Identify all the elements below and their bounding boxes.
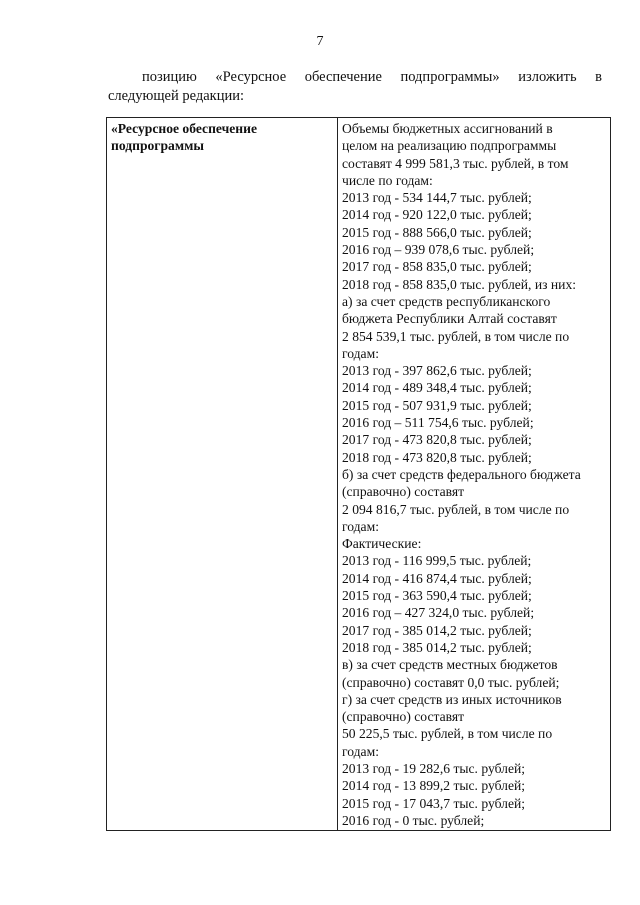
intro-line: следующей редакции: bbox=[108, 88, 245, 104]
content-line: 2016 год - 0 тыс. рублей; bbox=[342, 812, 485, 828]
content-line: 2017 год - 473 820,8 тыс. рублей; bbox=[342, 432, 532, 448]
table-content-cell bbox=[338, 118, 611, 831]
content-line: (справочно) составят bbox=[342, 709, 465, 725]
content-line: в) за счет средств местных бюджетов bbox=[342, 657, 558, 673]
heading-line: подпрограммы bbox=[111, 138, 204, 154]
content-line: 2016 год – 511 754,6 тыс. рублей; bbox=[342, 415, 534, 431]
content-line: 2014 год - 489 348,4 тыс. рублей; bbox=[342, 380, 532, 396]
content-line: целом на реализацию подпрограммы bbox=[342, 138, 557, 154]
content-line: 2018 год - 473 820,8 тыс. рублей; bbox=[342, 449, 532, 465]
content-line: 2015 год - 363 590,4 тыс. рублей; bbox=[342, 588, 532, 604]
content-line: г) за счет средств из иных источников bbox=[342, 691, 562, 707]
content-line: а) за счет средств республиканского bbox=[342, 293, 551, 309]
content-line: 2016 год – 427 324,0 тыс. рублей; bbox=[342, 605, 535, 621]
table-heading-cell bbox=[107, 118, 338, 831]
content-line: составят 4 999 581,3 тыс. рублей, в том bbox=[342, 155, 569, 171]
content-line: 2013 год - 116 999,5 тыс. рублей; bbox=[342, 553, 532, 569]
content-line: 2 094 816,7 тыс. рублей, в том числе по bbox=[342, 501, 570, 517]
content-line: 2014 год - 13 899,2 тыс. рублей; bbox=[342, 778, 526, 794]
content-line: 50 225,5 тыс. рублей, в том числе по bbox=[342, 726, 553, 742]
content-line: 2017 год - 385 014,2 тыс. рублей; bbox=[342, 622, 532, 638]
content-line: 2013 год - 19 282,6 тыс. рублей; bbox=[342, 760, 526, 776]
content-line: годам: bbox=[342, 743, 379, 759]
content-line: 2017 год - 858 835,0 тыс. рублей; bbox=[342, 259, 532, 275]
content-line: 2015 год - 507 931,9 тыс. рублей; bbox=[342, 397, 532, 413]
content-line: 2014 год - 920 122,0 тыс. рублей; bbox=[342, 207, 532, 223]
content-line: числе по годам: bbox=[342, 172, 433, 188]
heading-line: «Ресурсное обеспечение bbox=[111, 121, 257, 136]
content-line: 2015 год - 17 043,7 тыс. рублей; bbox=[342, 795, 526, 811]
content-line: 2016 год – 939 078,6 тыс. рублей; bbox=[342, 242, 535, 258]
content-line: 2015 год - 888 566,0 тыс. рублей; bbox=[342, 224, 532, 240]
resource-table bbox=[106, 117, 611, 831]
content-line: 2013 год - 397 862,6 тыс. рублей; bbox=[342, 363, 532, 379]
content-line: годам: bbox=[342, 345, 379, 361]
table-row bbox=[107, 118, 611, 831]
intro-paragraph bbox=[108, 68, 602, 106]
content-line: 2018 год - 858 835,0 тыс. рублей, из них: bbox=[342, 276, 577, 292]
content-line: бюджета Республики Алтай составят bbox=[342, 311, 557, 327]
content-line: 2 854 539,1 тыс. рублей, в том числе по bbox=[342, 328, 570, 344]
content-line: Фактические: bbox=[342, 536, 422, 552]
content-line: Объемы бюджетных ассигнований в bbox=[342, 121, 553, 136]
content-line: (справочно) составят 0,0 тыс. рублей; bbox=[342, 674, 560, 690]
content-line: б) за счет средств федерального бюджета bbox=[342, 466, 581, 482]
content-line: 2018 год - 385 014,2 тыс. рублей; bbox=[342, 639, 532, 655]
page-number: 7 bbox=[316, 34, 324, 49]
content-line: 2013 год - 534 144,7 тыс. рублей; bbox=[342, 190, 532, 206]
intro-line: позицию «Ресурсное обеспечение подпрограммы» изложить в bbox=[142, 69, 602, 85]
content-line: годам: bbox=[342, 518, 379, 534]
content-line: 2014 год - 416 874,4 тыс. рублей; bbox=[342, 570, 532, 586]
content-line: (справочно) составят bbox=[342, 484, 465, 500]
